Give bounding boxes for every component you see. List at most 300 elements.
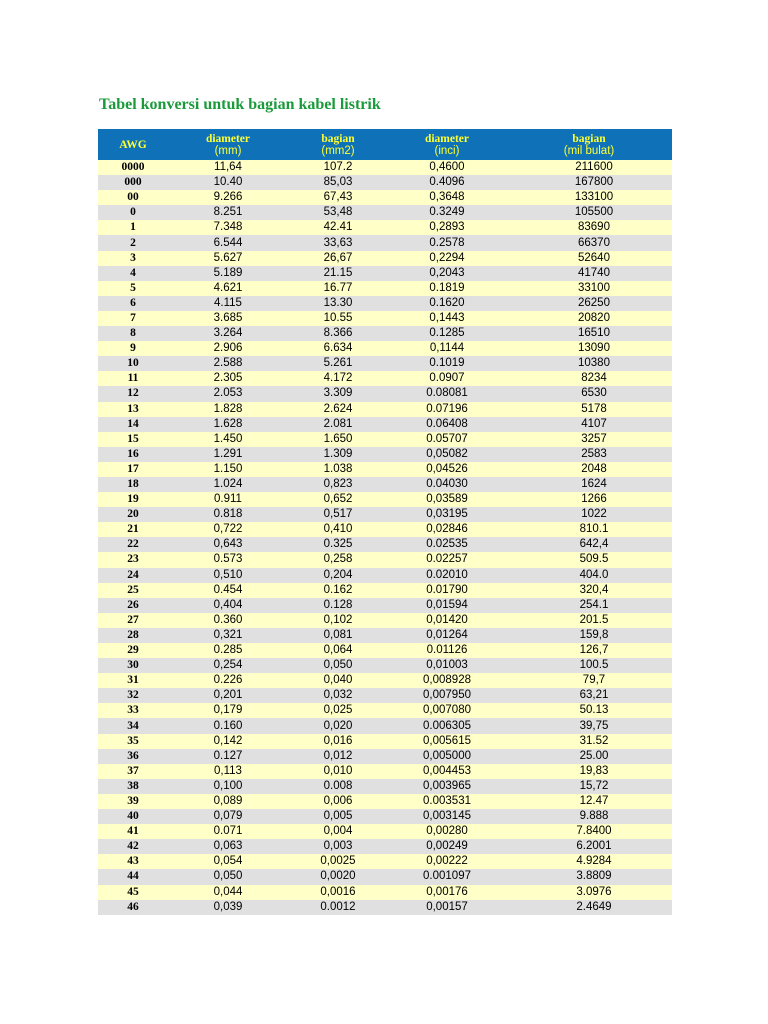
cell-awg: 20	[98, 507, 168, 522]
cell-awg: 0	[98, 205, 168, 220]
cell-bagian-mm2: 42.41	[288, 220, 388, 235]
table-row	[98, 235, 672, 250]
table-row	[98, 462, 672, 477]
cell-awg: 0000	[98, 160, 168, 175]
cell-diameter-inci: 0.02535	[388, 537, 506, 552]
table-row	[98, 718, 672, 733]
cell-bagian-mm2: 0,010	[288, 764, 388, 779]
cell-diameter-inci: 0,003145	[388, 809, 506, 824]
cell-awg: 33	[98, 703, 168, 718]
cell-awg: 14	[98, 417, 168, 432]
cell-bagian-mm2: 0,004	[288, 824, 388, 839]
header-bagian-mil-unit: (mil bulat)	[563, 144, 615, 157]
cell-awg: 7	[98, 311, 168, 326]
cell-diameter-inci: 0,01594	[388, 598, 506, 613]
cell-diameter-mm: 7.348	[168, 220, 288, 235]
cell-bagian-mil: 810.1	[506, 522, 672, 537]
cell-diameter-mm: 10.40	[168, 175, 288, 190]
cell-diameter-inci: 0,007080	[388, 703, 506, 718]
cell-diameter-inci: 0,03589	[388, 492, 506, 507]
cell-diameter-inci: 0.06408	[388, 417, 506, 432]
cell-bagian-mil: 404.0	[506, 568, 672, 583]
cell-diameter-mm: 1.450	[168, 432, 288, 447]
cell-diameter-inci: 0,00157	[388, 900, 506, 915]
cell-diameter-inci: 0,01003	[388, 658, 506, 673]
cell-diameter-mm: 0,113	[168, 764, 288, 779]
cell-awg: 39	[98, 794, 168, 809]
cell-diameter-inci: 0,00249	[388, 839, 506, 854]
cell-bagian-mil: 79,7	[506, 673, 672, 688]
cell-bagian-mil: 5178	[506, 402, 672, 417]
table-row	[98, 885, 672, 900]
cell-bagian-mil: 4107	[506, 417, 672, 432]
cell-diameter-inci: 0,3648	[388, 190, 506, 205]
header-diameter-mm	[168, 129, 288, 160]
cell-diameter-mm: 8.251	[168, 205, 288, 220]
cell-diameter-mm: 1.828	[168, 402, 288, 417]
cell-bagian-mil: 1266	[506, 492, 672, 507]
cell-diameter-inci: 0.04030	[388, 477, 506, 492]
cell-diameter-inci: 0,2043	[388, 266, 506, 281]
cell-awg: 18	[98, 477, 168, 492]
cell-bagian-mm2: 2.081	[288, 417, 388, 432]
cell-bagian-mil: 13090	[506, 341, 672, 356]
table-row	[98, 341, 672, 356]
table-row	[98, 552, 672, 567]
table-row	[98, 386, 672, 401]
header-bagian-mm2	[288, 129, 388, 160]
cell-bagian-mil: 2583	[506, 447, 672, 462]
cell-awg: 26	[98, 598, 168, 613]
cell-awg: 15	[98, 432, 168, 447]
cell-awg: 12	[98, 386, 168, 401]
table-row	[98, 296, 672, 311]
cell-bagian-mm2: 0.325	[288, 537, 388, 552]
cell-bagian-mm2: 3.309	[288, 386, 388, 401]
cell-awg: 3	[98, 251, 168, 266]
cell-bagian-mil: 33100	[506, 281, 672, 296]
cell-diameter-mm: 0,039	[168, 900, 288, 915]
cell-diameter-mm: 0,510	[168, 568, 288, 583]
cell-bagian-mm2: 26,67	[288, 251, 388, 266]
cell-diameter-inci: 0,1443	[388, 311, 506, 326]
table-body	[98, 160, 672, 915]
cell-bagian-mil: 12.47	[506, 794, 672, 809]
table-row	[98, 688, 672, 703]
cell-diameter-inci: 0,05082	[388, 447, 506, 462]
cell-diameter-inci: 0.1819	[388, 281, 506, 296]
cell-awg: 8	[98, 326, 168, 341]
cell-diameter-inci: 0.02257	[388, 552, 506, 567]
cell-bagian-mm2: 0.128	[288, 598, 388, 613]
table-row	[98, 251, 672, 266]
header-diameter-mm-label: diameter	[205, 132, 251, 145]
cell-bagian-mm2: 0.162	[288, 583, 388, 598]
cell-bagian-mil: 1624	[506, 477, 672, 492]
cell-awg: 5	[98, 281, 168, 296]
cell-diameter-mm: 2.053	[168, 386, 288, 401]
table-row	[98, 492, 672, 507]
cell-diameter-mm: 1.024	[168, 477, 288, 492]
cell-bagian-mil: 83690	[506, 220, 672, 235]
cell-diameter-inci: 0,004453	[388, 764, 506, 779]
cell-diameter-mm: 3.264	[168, 326, 288, 341]
cell-diameter-inci: 0,4600	[388, 160, 506, 175]
cell-bagian-mil: 100.5	[506, 658, 672, 673]
cell-bagian-mm2: 0,258	[288, 552, 388, 567]
cell-diameter-inci: 0.01126	[388, 643, 506, 658]
cell-bagian-mm2: 0,005	[288, 809, 388, 824]
cell-diameter-mm: 0.818	[168, 507, 288, 522]
cell-bagian-mm2: 85,03	[288, 175, 388, 190]
page-title: Tabel konversi untuk bagian kabel listrik	[99, 96, 381, 113]
cell-diameter-inci: 0.4096	[388, 175, 506, 190]
cell-diameter-inci: 0,02846	[388, 522, 506, 537]
cell-diameter-mm: 9.266	[168, 190, 288, 205]
cell-bagian-mm2: 0,204	[288, 568, 388, 583]
cell-awg: 46	[98, 900, 168, 915]
cell-diameter-mm: 5.189	[168, 266, 288, 281]
cell-diameter-inci: 0.08081	[388, 386, 506, 401]
cell-diameter-mm: 0,404	[168, 598, 288, 613]
table-row	[98, 658, 672, 673]
cell-awg: 27	[98, 613, 168, 628]
cell-bagian-mm2: 0,102	[288, 613, 388, 628]
cell-awg: 28	[98, 628, 168, 643]
cell-awg: 6	[98, 296, 168, 311]
cell-diameter-inci: 0.003531	[388, 794, 506, 809]
cell-diameter-mm: 0,321	[168, 628, 288, 643]
table-row	[98, 869, 672, 884]
table-row	[98, 356, 672, 371]
cell-diameter-mm: 0.360	[168, 613, 288, 628]
cell-diameter-mm: 0.127	[168, 749, 288, 764]
cell-diameter-mm: 4.115	[168, 296, 288, 311]
cell-diameter-mm: 3.685	[168, 311, 288, 326]
table-row	[98, 583, 672, 598]
table-row	[98, 673, 672, 688]
cell-diameter-mm: 0,142	[168, 734, 288, 749]
cell-awg: 41	[98, 824, 168, 839]
table-row	[98, 220, 672, 235]
cell-diameter-inci: 0.01790	[388, 583, 506, 598]
cell-bagian-mm2: 53,48	[288, 205, 388, 220]
table-row	[98, 854, 672, 869]
cell-diameter-inci: 0.1285	[388, 326, 506, 341]
cell-diameter-mm: 0.911	[168, 492, 288, 507]
cell-diameter-inci: 0,04526	[388, 462, 506, 477]
awg-conversion-table	[98, 129, 672, 915]
cell-awg: 00	[98, 190, 168, 205]
cell-bagian-mm2: 4.172	[288, 371, 388, 386]
cell-diameter-inci: 0,00176	[388, 885, 506, 900]
cell-awg: 13	[98, 402, 168, 417]
cell-awg: 9	[98, 341, 168, 356]
cell-bagian-mm2: 0.008	[288, 779, 388, 794]
table-row	[98, 160, 672, 175]
cell-diameter-mm: 0.226	[168, 673, 288, 688]
cell-bagian-mil: 159,8	[506, 628, 672, 643]
table-row	[98, 522, 672, 537]
cell-awg: 43	[98, 854, 168, 869]
cell-awg: 19	[98, 492, 168, 507]
cell-bagian-mm2: 13.30	[288, 296, 388, 311]
cell-bagian-mil: 133100	[506, 190, 672, 205]
cell-bagian-mm2: 0,012	[288, 749, 388, 764]
cell-awg: 17	[98, 462, 168, 477]
cell-bagian-mil: 3.8809	[506, 869, 672, 884]
cell-diameter-inci: 0.07196	[388, 402, 506, 417]
cell-bagian-mm2: 5.261	[288, 356, 388, 371]
table-row	[98, 402, 672, 417]
cell-bagian-mil: 201.5	[506, 613, 672, 628]
cell-awg: 10	[98, 356, 168, 371]
table-row	[98, 734, 672, 749]
cell-diameter-mm: 0,089	[168, 794, 288, 809]
table-row	[98, 779, 672, 794]
cell-bagian-mm2: 0,050	[288, 658, 388, 673]
cell-bagian-mil: 642,4	[506, 537, 672, 552]
cell-bagian-mm2: 0,652	[288, 492, 388, 507]
table-row	[98, 764, 672, 779]
cell-diameter-mm: 2.305	[168, 371, 288, 386]
table-row	[98, 749, 672, 764]
table-row	[98, 371, 672, 386]
cell-diameter-mm: 0.160	[168, 718, 288, 733]
cell-bagian-mm2: 0,006	[288, 794, 388, 809]
cell-bagian-mil: 2048	[506, 462, 672, 477]
table-row	[98, 477, 672, 492]
table-row	[98, 281, 672, 296]
cell-diameter-mm: 5.627	[168, 251, 288, 266]
cell-bagian-mil: 15,72	[506, 779, 672, 794]
cell-awg: 36	[98, 749, 168, 764]
table-row	[98, 447, 672, 462]
cell-diameter-mm: 0.454	[168, 583, 288, 598]
cell-awg: 44	[98, 869, 168, 884]
cell-diameter-inci: 0,2294	[388, 251, 506, 266]
cell-awg: 000	[98, 175, 168, 190]
table-row	[98, 266, 672, 281]
cell-diameter-mm: 6.544	[168, 235, 288, 250]
cell-bagian-mil: 52640	[506, 251, 672, 266]
cell-bagian-mil: 9.888	[506, 809, 672, 824]
cell-bagian-mil: 1022	[506, 507, 672, 522]
cell-diameter-inci: 0,01420	[388, 613, 506, 628]
cell-bagian-mm2: 0,016	[288, 734, 388, 749]
cell-bagian-mm2: 0,032	[288, 688, 388, 703]
cell-bagian-mm2: 16.77	[288, 281, 388, 296]
cell-bagian-mil: 6.2001	[506, 839, 672, 854]
cell-diameter-mm: 0.071	[168, 824, 288, 839]
table-row	[98, 175, 672, 190]
cell-bagian-mm2: 0,025	[288, 703, 388, 718]
cell-bagian-mil: 25.00	[506, 749, 672, 764]
cell-diameter-mm: 0,054	[168, 854, 288, 869]
cell-awg: 31	[98, 673, 168, 688]
cell-diameter-inci: 0,00222	[388, 854, 506, 869]
cell-awg: 42	[98, 839, 168, 854]
cell-bagian-mm2: 0,0016	[288, 885, 388, 900]
cell-awg: 38	[98, 779, 168, 794]
cell-awg: 35	[98, 734, 168, 749]
table-row	[98, 824, 672, 839]
cell-bagian-mm2: 0,410	[288, 522, 388, 537]
cell-bagian-mm2: 10.55	[288, 311, 388, 326]
table-row	[98, 613, 672, 628]
cell-bagian-mil: 19,83	[506, 764, 672, 779]
cell-awg: 4	[98, 266, 168, 281]
table-row	[98, 507, 672, 522]
header-diameter-mm-unit: (mm)	[214, 144, 242, 157]
cell-diameter-mm: 0,643	[168, 537, 288, 552]
cell-bagian-mm2: 8.366	[288, 326, 388, 341]
cell-awg: 23	[98, 552, 168, 567]
cell-diameter-inci: 0,01264	[388, 628, 506, 643]
cell-bagian-mm2: 1.309	[288, 447, 388, 462]
cell-diameter-inci: 0.1620	[388, 296, 506, 311]
cell-awg: 25	[98, 583, 168, 598]
cell-bagian-mm2: 0,020	[288, 718, 388, 733]
cell-bagian-mil: 8234	[506, 371, 672, 386]
cell-diameter-mm: 0.573	[168, 552, 288, 567]
cell-diameter-mm: 0,179	[168, 703, 288, 718]
table-row	[98, 598, 672, 613]
table-row	[98, 417, 672, 432]
cell-bagian-mil: 211600	[506, 160, 672, 175]
cell-bagian-mil: 66370	[506, 235, 672, 250]
table-row	[98, 190, 672, 205]
cell-bagian-mm2: 107.2	[288, 160, 388, 175]
cell-bagian-mil: 254.1	[506, 598, 672, 613]
cell-bagian-mm2: 0,0020	[288, 869, 388, 884]
cell-diameter-inci: 0.05707	[388, 432, 506, 447]
cell-bagian-mil: 509.5	[506, 552, 672, 567]
cell-diameter-inci: 0.1019	[388, 356, 506, 371]
cell-bagian-mil: 3.0976	[506, 885, 672, 900]
table-row	[98, 628, 672, 643]
cell-bagian-mm2: 0,040	[288, 673, 388, 688]
cell-diameter-mm: 0,044	[168, 885, 288, 900]
table-header-row	[98, 129, 672, 160]
cell-awg: 11	[98, 371, 168, 386]
cell-awg: 32	[98, 688, 168, 703]
header-awg	[98, 129, 168, 160]
cell-diameter-mm: 0,050	[168, 869, 288, 884]
cell-diameter-mm: 0.285	[168, 643, 288, 658]
cell-bagian-mm2: 0.0012	[288, 900, 388, 915]
cell-bagian-mm2: 0,823	[288, 477, 388, 492]
cell-diameter-mm: 0,254	[168, 658, 288, 673]
header-bagian-mil-label: bagian	[572, 132, 606, 145]
cell-bagian-mm2: 6.634	[288, 341, 388, 356]
cell-bagian-mm2: 0,003	[288, 839, 388, 854]
cell-awg: 1	[98, 220, 168, 235]
cell-diameter-mm: 4.621	[168, 281, 288, 296]
cell-bagian-mil: 320,4	[506, 583, 672, 598]
header-diameter-inci-unit: (inci)	[434, 144, 460, 157]
cell-diameter-mm: 2.906	[168, 341, 288, 356]
cell-diameter-mm: 0,063	[168, 839, 288, 854]
cell-bagian-mm2: 0,517	[288, 507, 388, 522]
cell-diameter-inci: 0.3249	[388, 205, 506, 220]
cell-bagian-mil: 39,75	[506, 718, 672, 733]
cell-bagian-mm2: 67,43	[288, 190, 388, 205]
cell-diameter-inci: 0,007950	[388, 688, 506, 703]
cell-diameter-mm: 1.291	[168, 447, 288, 462]
table-row	[98, 839, 672, 854]
cell-diameter-mm: 0,100	[168, 779, 288, 794]
cell-diameter-inci: 0,00280	[388, 824, 506, 839]
table-row	[98, 794, 672, 809]
cell-bagian-mm2: 0,081	[288, 628, 388, 643]
cell-diameter-inci: 0,2893	[388, 220, 506, 235]
table-row	[98, 568, 672, 583]
cell-awg: 24	[98, 568, 168, 583]
cell-bagian-mil: 16510	[506, 326, 672, 341]
cell-diameter-mm: 1.150	[168, 462, 288, 477]
cell-bagian-mil: 4.9284	[506, 854, 672, 869]
cell-bagian-mm2: 21.15	[288, 266, 388, 281]
header-bagian-mil	[506, 129, 672, 160]
cell-bagian-mil: 26250	[506, 296, 672, 311]
cell-bagian-mm2: 0,064	[288, 643, 388, 658]
cell-awg: 21	[98, 522, 168, 537]
cell-diameter-mm: 0,079	[168, 809, 288, 824]
header-diameter-inci-label: diameter	[424, 132, 470, 145]
header-awg-label: AWG	[119, 138, 147, 151]
cell-bagian-mm2: 33,63	[288, 235, 388, 250]
table-row	[98, 432, 672, 447]
cell-bagian-mil: 20820	[506, 311, 672, 326]
cell-diameter-mm: 0,201	[168, 688, 288, 703]
table-row	[98, 537, 672, 552]
cell-diameter-inci: 0,005615	[388, 734, 506, 749]
cell-bagian-mil: 31.52	[506, 734, 672, 749]
cell-bagian-mm2: 0,0025	[288, 854, 388, 869]
cell-diameter-mm: 11,64	[168, 160, 288, 175]
cell-bagian-mil: 167800	[506, 175, 672, 190]
cell-diameter-mm: 2.588	[168, 356, 288, 371]
cell-awg: 34	[98, 718, 168, 733]
cell-awg: 40	[98, 809, 168, 824]
cell-awg: 22	[98, 537, 168, 552]
cell-diameter-inci: 0.2578	[388, 235, 506, 250]
cell-awg: 2	[98, 235, 168, 250]
cell-diameter-inci: 0.001097	[388, 869, 506, 884]
header-bagian-mm2-label: bagian	[321, 132, 355, 145]
cell-diameter-mm: 1.628	[168, 417, 288, 432]
cell-diameter-inci: 0,005000	[388, 749, 506, 764]
cell-awg: 45	[98, 885, 168, 900]
cell-bagian-mil: 2.4649	[506, 900, 672, 915]
cell-bagian-mil: 10380	[506, 356, 672, 371]
cell-diameter-inci: 0,008928	[388, 673, 506, 688]
header-bagian-mm2-unit: (mm2)	[321, 144, 355, 157]
header-diameter-inci	[388, 129, 506, 160]
cell-bagian-mil: 41740	[506, 266, 672, 281]
cell-diameter-inci: 0,003965	[388, 779, 506, 794]
cell-awg: 16	[98, 447, 168, 462]
cell-bagian-mil: 3257	[506, 432, 672, 447]
cell-bagian-mm2: 1.038	[288, 462, 388, 477]
table-row	[98, 809, 672, 824]
cell-bagian-mm2: 1.650	[288, 432, 388, 447]
cell-bagian-mil: 7.8400	[506, 824, 672, 839]
cell-awg: 29	[98, 643, 168, 658]
table-row	[98, 900, 672, 915]
cell-diameter-inci: 0,1144	[388, 341, 506, 356]
